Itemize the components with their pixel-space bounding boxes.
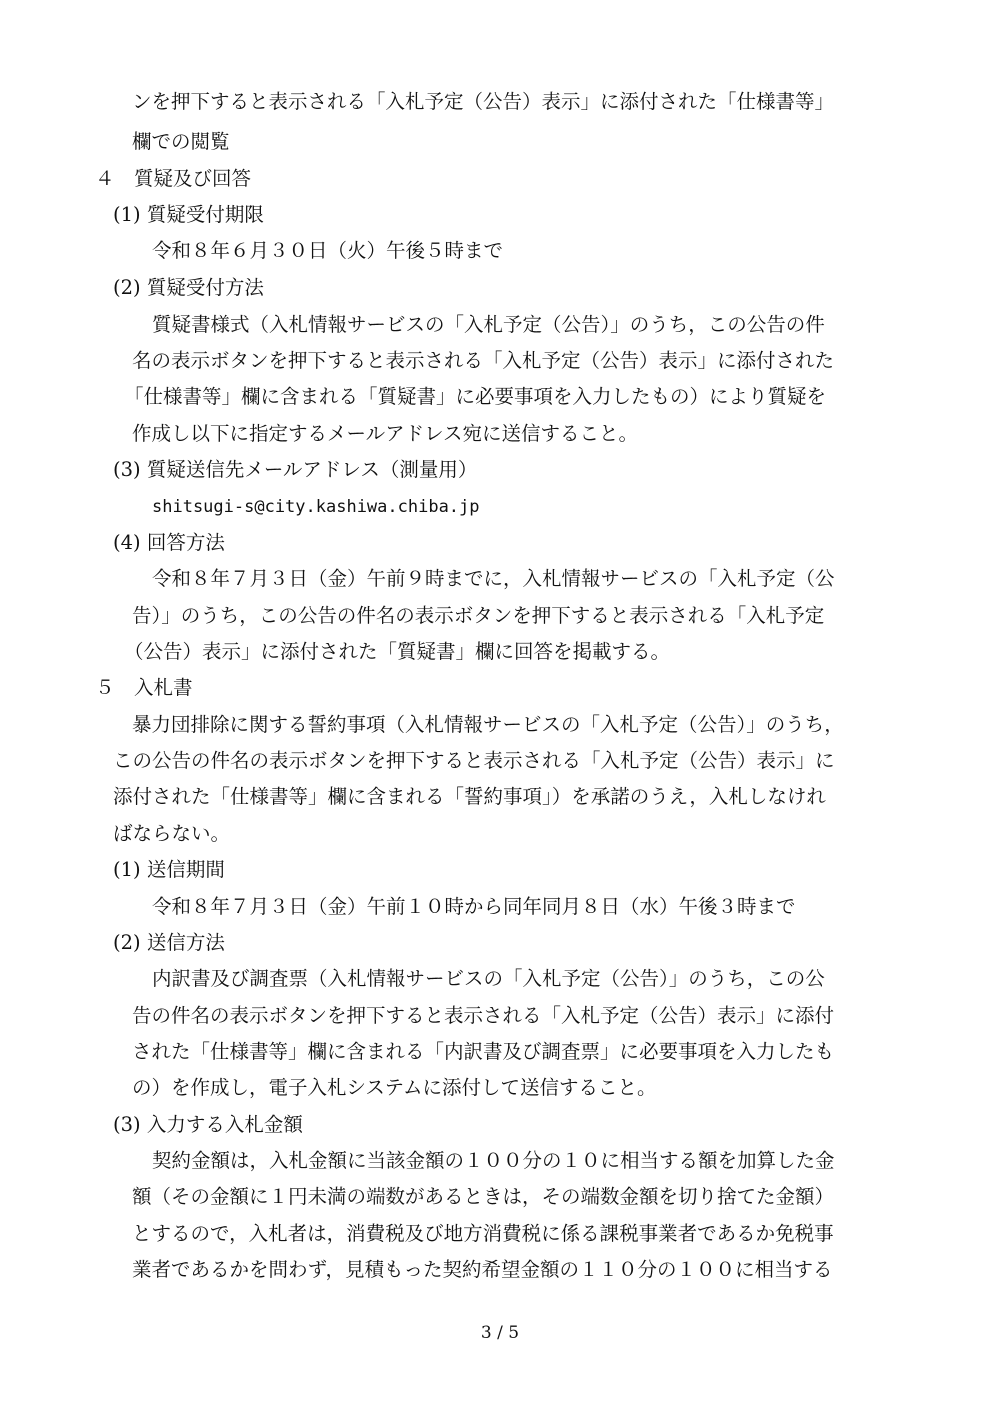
text-line-18: 暴力団排除に関する誓約事項（入札情報サービスの「入札予定（公告）」のうち， <box>132 713 844 736</box>
text-line-8: 名の表示ボタンを押下すると表示される「入札予定（公告）表示」に添付された <box>132 349 835 372</box>
section-heading-4: ４ 質疑及び回答 <box>95 167 252 190</box>
text-line-15: 告）」のうち，この公告の件名の表示ボタンを押下すると表示される「入札予定 <box>132 604 825 627</box>
text-line-5: 令和８年６月３０日（火）午後５時まで <box>152 239 504 262</box>
text-line-2: 欄での閲覧 <box>132 130 230 153</box>
subheading-4-1: (1) 質疑受付期限 <box>113 203 264 226</box>
text-line-30: 契約金額は，入札金額に当該金額の１００分の１０に相当する額を加算した金 <box>152 1149 835 1172</box>
subheading-4-4: (4) 回答方法 <box>113 531 225 554</box>
text-line-23: 令和８年７月３日（金）午前１０時から同年同月８日（水）午後３時まで <box>152 895 796 918</box>
text-line-28: の）を作成し，電子入札システムに添付して送信すること。 <box>132 1076 657 1099</box>
email-address: shitsugi-s@city.kashiwa.chiba.jp <box>152 497 480 517</box>
subheading-4-3: (3) 質疑送信先メールアドレス（測量用） <box>113 458 478 481</box>
text-line-16: （公告）表示」に添付された「質疑書」欄に回答を掲載する。 <box>124 640 671 663</box>
text-line-27: された「仕様書等」欄に含まれる「内訳書及び調査票」に必要事項を入力したも <box>132 1040 835 1063</box>
text-line-1: ンを押下すると表示される「入札予定（公告）表示」に添付された「仕様書等」 <box>132 90 835 113</box>
text-line-14: 令和８年７月３日（金）午前９時までに，入札情報サービスの「入札予定（公 <box>152 567 835 590</box>
section-heading-5: ５ 入札書 <box>95 676 193 699</box>
text-line-7: 質疑書様式（入札情報サービスの「入札予定（公告）」のうち，この公告の件 <box>152 313 825 336</box>
text-line-21: ばならない。 <box>113 822 231 845</box>
page-number: 3 / 5 <box>480 1323 520 1343</box>
text-line-10: 作成し以下に指定するメールアドレス宛に送信すること。 <box>132 422 639 445</box>
subheading-5-3: (3) 入力する入札金額 <box>113 1113 303 1136</box>
text-line-26: 告の件名の表示ボタンを押下すると表示される「入札予定（公告）表示」に添付 <box>132 1004 835 1027</box>
text-line-9: 「仕様書等」欄に含まれる「質疑書」に必要事項を入力したもの）により質疑を <box>124 385 827 408</box>
text-line-32: とするので，入札者は，消費税及び地方消費税に係る課税事業者であるか免税事 <box>132 1222 834 1245</box>
subheading-4-2: (2) 質疑受付方法 <box>113 276 264 299</box>
text-line-31: 額（その金額に１円未満の端数があるときは，その端数金額を切り捨てた金額） <box>132 1185 835 1208</box>
subheading-5-2: (2) 送信方法 <box>113 931 225 954</box>
subheading-5-1: (1) 送信期間 <box>113 858 225 881</box>
text-line-19: この公告の件名の表示ボタンを押下すると表示される「入札予定（公告）表示」に <box>113 749 835 772</box>
text-line-33: 業者であるかを問わず，見積もった契約希望金額の１１０分の１００に相当する <box>132 1258 833 1281</box>
text-line-25: 内訳書及び調査票（入札情報サービスの「入札予定（公告）」のうち，この公 <box>152 967 825 990</box>
text-line-20: 添付された「仕様書等」欄に含まれる「誓約事項」）を承諾のうえ，入札しなけれ <box>113 785 826 808</box>
